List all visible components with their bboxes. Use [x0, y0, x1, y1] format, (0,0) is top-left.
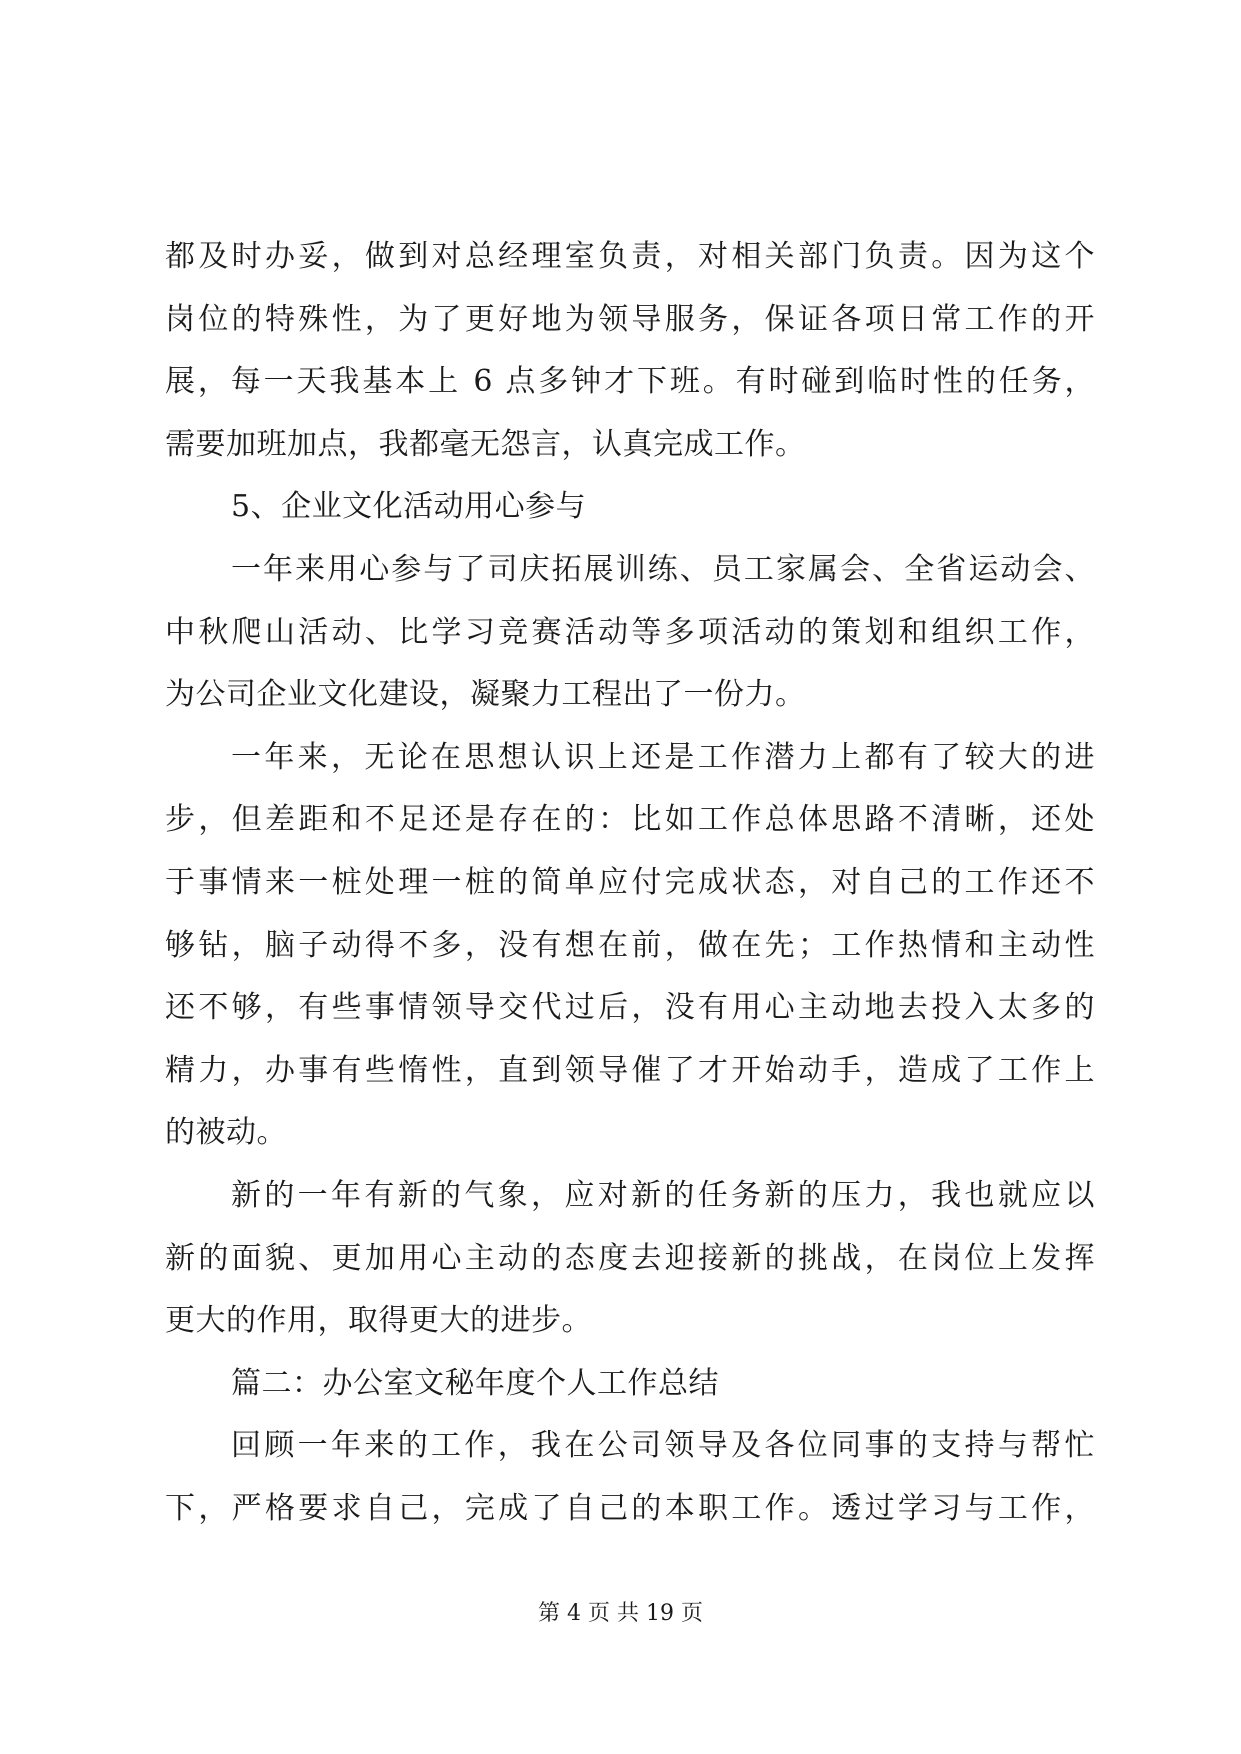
text-line: 够钻，脑子动得不多，没有想在前，做在先；工作热情和主动性 [165, 927, 1095, 963]
text-line: 精力，办事有些惰性，直到领导催了才开始动手，造成了工作上 [165, 1052, 1095, 1088]
text-line: 一年来，无论在思想认识上还是工作潜力上都有了较大的进 [231, 739, 1095, 775]
text-line: 新的一年有新的气象，应对新的任务新的压力，我也就应以 [231, 1177, 1095, 1213]
text-line: 于事情来一桩处理一桩的简单应付完成状态，对自己的工作还不 [165, 864, 1095, 900]
section-heading: 篇二：办公室文秘年度个人工作总结 [231, 1365, 719, 1401]
text-line: 都及时办妥，做到对总经理室负责，对相关部门负责。因为这个 [165, 239, 1095, 274]
page-footer: 第 4 页 共 19 页 [538, 1601, 703, 1626]
text-line: 岗位的特殊性，为了更好地为领导服务，保证各项日常工作的开 [165, 301, 1095, 337]
text-line: 为公司企业文化建设，凝聚力工程出了一份力。 [165, 677, 806, 713]
text-line: 需要加班加点，我都毫无怨言，认真完成工作。 [165, 426, 806, 462]
text-line: 一年来用心参与了司庆拓展训练、员工家属会、全省运动会、 [231, 551, 1095, 587]
text-line: 回顾一年来的工作，我在公司领导及各位同事的支持与帮忙 [231, 1428, 1095, 1464]
text-line: 中秋爬山活动、比学习竞赛活动等多项活动的策划和组织工作， [165, 614, 1095, 650]
text-line: 的被动。 [165, 1115, 287, 1151]
document-body [165, 226, 1095, 1540]
text-line: 新的面貌、更加用心主动的态度去迎接新的挑战，在岗位上发挥 [165, 1240, 1095, 1276]
text-line: 下，严格要求自己，完成了自己的本职工作。透过学习与工作， [165, 1490, 1095, 1526]
text-line: 展，每一天我基本上 6 点多钟才下班。有时碰到临时性的任务， [165, 364, 1095, 400]
text-line: 还不够，有些事情领导交代过后，没有用心主动地去投入太多的 [165, 990, 1095, 1026]
section-heading: 5、企业文化活动用心参与 [231, 489, 587, 525]
text-line: 更大的作用，取得更大的进步。 [165, 1303, 592, 1339]
text-line: 步，但差距和不足还是存在的：比如工作总体思路不清晰，还处 [165, 802, 1095, 838]
